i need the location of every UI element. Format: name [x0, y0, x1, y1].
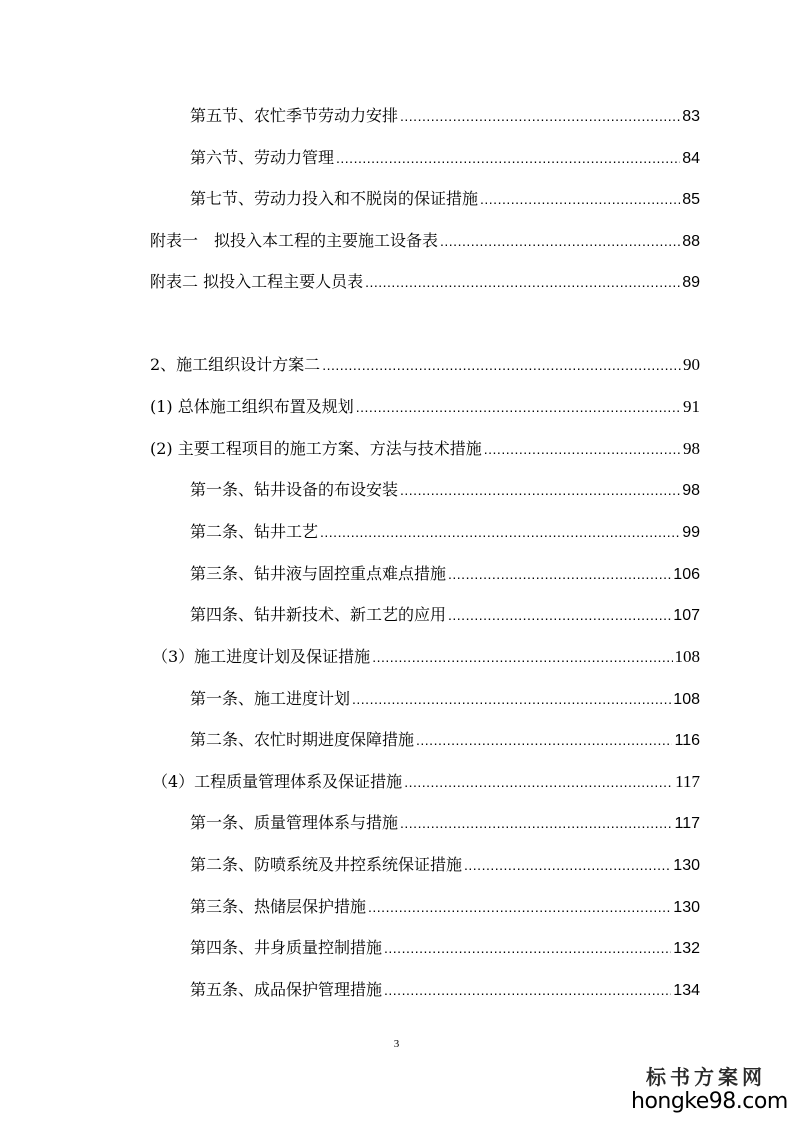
- toc-entry-page: 130: [673, 899, 700, 916]
- toc-entry-title: 第三条、热储层保护措施: [190, 897, 367, 916]
- toc-entry: [190, 186, 700, 212]
- toc-entry-title: 第五条、成品保护管理措施: [190, 980, 383, 999]
- dot-leader: [356, 394, 681, 420]
- toc-entry-page: 88: [682, 233, 700, 250]
- toc-entry-title: 第六节、劳动力管理: [190, 148, 335, 167]
- dot-leader: [365, 269, 680, 295]
- toc-entry-title: 附表二 拟投入工程主要人员表: [150, 272, 364, 291]
- toc-entry-page: 130: [673, 857, 700, 874]
- dot-leader: [480, 186, 680, 212]
- toc-entry: [150, 228, 700, 254]
- toc-entry-title: 第一条、钻井设备的布设安装: [190, 480, 399, 499]
- toc-entry: [190, 103, 700, 129]
- toc-entry: [152, 769, 700, 795]
- toc-entry: [190, 977, 700, 1003]
- toc-entry-title: (2) 主要工程项目的施工方案、方法与技术措施: [150, 439, 482, 458]
- toc-entry-page: 134: [673, 982, 700, 999]
- toc-entry-title: 第二条、防喷系统及井控系统保证措施: [190, 855, 463, 874]
- page-number: 3: [393, 1038, 400, 1050]
- dot-leader: [336, 145, 680, 171]
- dot-leader: [368, 894, 671, 920]
- toc-entry-title: 第一条、质量管理体系与措施: [190, 813, 399, 832]
- toc-entry: [150, 436, 700, 462]
- toc-entry-page: 117: [674, 815, 700, 832]
- toc-entry-page: 89: [682, 274, 700, 291]
- toc-entry-title: 第四条、井身质量控制措施: [190, 938, 383, 957]
- toc-entry: [150, 394, 700, 420]
- toc-entry: [190, 145, 700, 171]
- toc-entry: [190, 686, 700, 712]
- toc-entry-title: 第二条、钻井工艺: [190, 522, 319, 541]
- toc-entry-title: 附表一 拟投入本工程的主要施工设备表: [150, 231, 439, 250]
- dot-leader: [448, 602, 671, 628]
- toc-entry-page: 132: [673, 940, 700, 957]
- toc-entry-page: 91: [683, 397, 700, 416]
- toc-entry: [190, 727, 700, 753]
- toc-entry-title: 第一条、施工进度计划: [190, 689, 351, 708]
- toc-entry: [190, 477, 700, 503]
- toc-entry: [150, 269, 700, 295]
- toc-entry: [190, 935, 700, 961]
- toc-entry-title: (1) 总体施工组织布置及规划: [150, 397, 354, 416]
- toc-entry-page: 90: [683, 355, 700, 374]
- dot-leader: [352, 686, 671, 712]
- toc-entry-page: 116: [674, 732, 700, 749]
- toc-entry: [190, 519, 700, 545]
- toc-entry-title: 第二条、农忙时期进度保障措施: [190, 730, 415, 749]
- watermark-chinese: 标书方案网: [646, 1065, 766, 1089]
- toc-entry-page: 85: [682, 191, 700, 208]
- dot-leader: [384, 977, 671, 1003]
- toc-entry-title: 第七节、劳动力投入和不脱岗的保证措施: [190, 189, 479, 208]
- dot-leader: [322, 352, 681, 378]
- dot-leader: [416, 727, 672, 753]
- toc-entry-page: 84: [682, 150, 700, 167]
- dot-leader: [404, 769, 673, 795]
- toc-entry-page: 98: [683, 439, 700, 458]
- toc-entry: [190, 852, 700, 878]
- dot-leader: [372, 644, 672, 670]
- toc-entry-title: （3）施工进度计划及保证措施: [152, 647, 371, 666]
- toc-entry-title: 2、施工组织设计方案二: [150, 355, 321, 374]
- toc-entry-title: （4）工程质量管理体系及保证措施: [152, 772, 403, 791]
- dot-leader: [440, 228, 680, 254]
- dot-leader: [448, 561, 671, 587]
- dot-leader: [400, 477, 680, 503]
- toc-entry-page: 117: [675, 772, 700, 791]
- toc-entry-page: 98: [682, 482, 700, 499]
- toc-entry-title: 第四条、钻井新技术、新工艺的应用: [190, 605, 447, 624]
- dot-leader: [320, 519, 680, 545]
- dot-leader: [400, 103, 680, 129]
- toc-entry-page: 99: [682, 524, 700, 541]
- toc-entry: [190, 810, 700, 836]
- watermark-url: hongke98.com: [631, 1089, 788, 1114]
- toc-entry: [190, 602, 700, 628]
- dot-leader: [400, 810, 672, 836]
- toc-entry-page: 83: [682, 108, 700, 125]
- toc-entry: [152, 644, 700, 670]
- toc-entry-title: 第五节、农忙季节劳动力安排: [190, 106, 399, 125]
- toc-entry: [190, 561, 700, 587]
- toc-entry-title: 第三条、钻井液与固控重点难点措施: [190, 564, 447, 583]
- toc-entry: [150, 352, 700, 378]
- watermark: [631, 1064, 788, 1114]
- toc-entry: [190, 894, 700, 920]
- toc-entry-page: 106: [673, 566, 700, 583]
- dot-leader: [464, 852, 671, 878]
- dot-leader: [384, 935, 671, 961]
- toc-entry-page: 107: [673, 607, 700, 624]
- toc-entry-page: 108: [674, 647, 700, 666]
- dot-leader: [484, 436, 681, 462]
- toc-entry-page: 108: [673, 691, 700, 708]
